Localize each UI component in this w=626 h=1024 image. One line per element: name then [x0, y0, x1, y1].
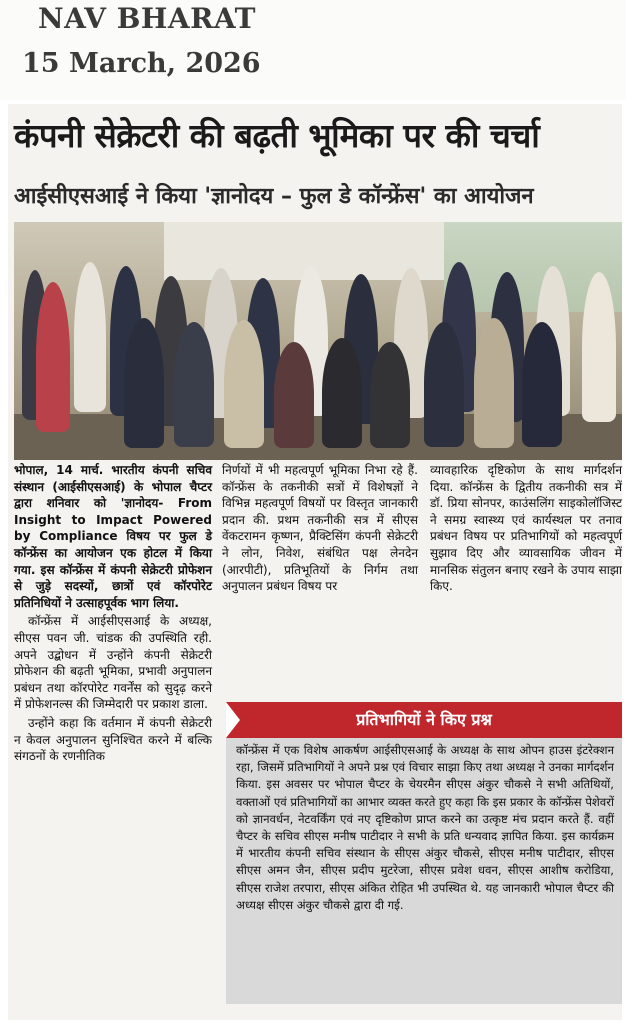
- article-paragraph: भोपाल, 14 मार्च. भारतीय कंपनी सचिव संस्थान (आईसीएसआई) के भोपाल चैप्टर द्वारा शनिवार को 'ज्ञानोदय- From Insight to Impact Powered by Compliance विषय पर फुल डे कॉन्फ्रेंस का आयोजन एक होटल में किया गया. इस कॉन्फ्रेंस में कंपनी सेक्रेटरी प्रोफेशन से जुड़े सदस्यों, छात्रों एवं कॉरपोरेट प्रतिनिधियों ने उत्साहपूर्वक भाग लिया.: [14, 463, 212, 610]
- publication-date: 15 March, 2026: [22, 48, 261, 79]
- group-photo: [14, 222, 622, 460]
- person: [522, 322, 562, 447]
- sidebar-box-title: प्रतिभागियों ने किए प्रश्न: [226, 702, 622, 738]
- article-paragraph: निर्णयों में भी महत्वपूर्ण भूमिका निभा रहे हैं. कॉन्फ्रेंस के तकनीकी सत्रों में विशेषज्ञों ने विभिन्न महत्वपूर्ण विषयों पर विस्तृत जानकारी प्रदान की. प्रथम तकनीकी सत्र में सीएस वेंकटरामन कृष्णन, प्रैक्टिसिंग कंपनी सेक्रेटरी ने लोन, निवेश, संबंधित पक्ष लेनदेन (आरपीटी), प्रतिभूतियों के निर्गम तथा अनुपालन प्रबंधन विषय पर: [222, 463, 418, 594]
- article-column-3: [430, 462, 622, 698]
- article-column-1: [14, 462, 212, 1018]
- person: [582, 272, 616, 422]
- person: [474, 318, 514, 448]
- article-paragraph: व्यावहारिक दृष्टिकोण के साथ मार्गदर्शन दिया. कॉन्फ्रेंस के द्वितीय तकनीकी सत्र में डॉ. प्रिया सोनपर, काउंसलिंग साइकोलॉजिस्ट ने समग्र स्वास्थ्य एवं कार्यस्थल पर तनाव प्रबंधन विषय पर प्रतिभागियों को महत्वपूर्ण सुझाव दिए और व्यावसायिक जीवन में मानसिक संतुलन बनाए रखने के उपाय साझा किए.: [430, 463, 622, 594]
- sidebar-box-text: कॉन्फ्रेंस में एक विशेष आकर्षण आईसीएसआई के अध्यक्ष के साथ ओपन हाउस इंटरेक्शन रहा, जिसमें प्रतिभागियों ने अपने प्रश्न एवं विचार साझा किए तथा अध्यक्ष ने उनका मार्गदर्शन किया. इस अवसर पर भोपाल चैप्टर के चेयरमैन सीएस अंकुर चौकसे ने सभी अतिथियों, वक्ताओं एवं प्रतिभागियों का आभार व्यक्त करते हुए कहा कि इस प्रकार के कॉन्फ्रेंस पेशेवरों को ज्ञानवर्धन, नेटवर्किंग एवं नए दृष्टिकोण प्राप्त करने का उत्कृष्ट मंच प्रदान करते हैं. वहीं चैप्टर के सचिव सीएस मनीष पाटीदार ने सभी के प्रति धन्यवाद ज्ञापित किया. इस कार्यक्रम में भारतीय कंपनी सचिव संस्थान के सीएस अंकुर चौकसे, सीएस मनीष पाटीदार, सीएस सीएस अमन जैन, सीएस प्रदीप मुटरेजा, सीएस प्रवेश धवन, सीएस आशीष करोडिया, सीएस राजेश तरपारा, सीएस अंकित रोहित भी उपस्थित थे. यह जानकारी भोपाल चैप्टर की अध्यक्ष सीएस अंकुर चौकसे द्वारा दी गई.: [236, 743, 614, 912]
- headline: कंपनी सेक्रेटरी की बढ़ती भूमिका पर की चर्चा: [14, 116, 540, 155]
- article-paragraph: उन्होंने कहा कि वर्तमान में कंपनी सेक्रेटरी न केवल अनुपालन सुनिश्चित करने में बल्कि संगठनों के रणनीतिक: [14, 715, 212, 764]
- person: [370, 342, 410, 448]
- publication-name: NAV BHARAT: [38, 2, 256, 35]
- sidebar-arrow-icon: [226, 702, 240, 738]
- person: [36, 282, 70, 432]
- masthead: [0, 0, 626, 100]
- person: [124, 318, 164, 448]
- person: [424, 322, 464, 447]
- subheadline: आईसीएसआई ने किया 'ज्ञानोदय – फुल डे कॉन्फ्रेंस' का आयोजन: [14, 184, 534, 209]
- article-paragraph: कॉन्फ्रेंस में आईसीएसआई के अध्यक्ष, सीएस पवन जी. चांडक की उपस्थिति रही. अपने उद्बोधन में उन्होंने कंपनी सेक्रेटरी प्रोफेशन की बढ़ती भूमिका, प्रभावी अनुपालन प्रबंधन तथा कॉरपोरेट गवर्नेंस को सुदृढ़ करने में प्रोफेशनल्स की जिम्मेदारी पर प्रकाश डाला.: [14, 614, 212, 712]
- person: [274, 342, 314, 448]
- person: [74, 262, 106, 412]
- article-column-2: [222, 462, 418, 698]
- person: [322, 338, 362, 448]
- person: [224, 320, 264, 448]
- person: [174, 322, 214, 447]
